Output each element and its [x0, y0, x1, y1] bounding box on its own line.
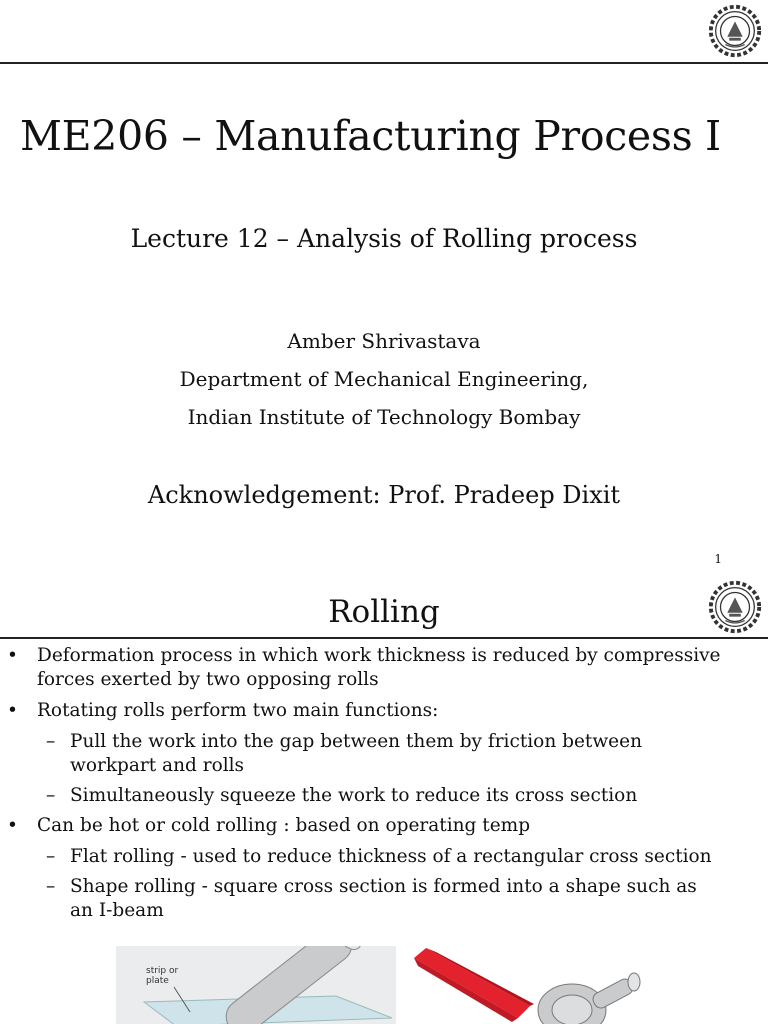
dash-marker: –	[46, 846, 56, 867]
bullet-marker: •	[7, 815, 18, 836]
institute-name: Indian Institute of Technology Bombay	[187, 405, 581, 429]
list-item	[0, 875, 768, 923]
bullet-text: workpart and rolls	[70, 755, 245, 776]
list-item	[0, 784, 768, 808]
bullet-text: forces exerted by two opposing rolls	[37, 669, 379, 690]
header-rule	[0, 637, 768, 639]
list-item	[0, 644, 768, 692]
acknowledgement: Acknowledgement: Prof. Pradeep Dixit	[147, 481, 621, 509]
bullet-text: Simultaneously squeeze the work to reduce its cross section	[70, 785, 638, 806]
bullet-text: Flat rolling - used to reduce thickness of a rectangular cross section	[70, 846, 712, 867]
bullet-text: an I-beam	[70, 900, 164, 921]
figure-label: plate	[146, 976, 169, 986]
bullet-text: Deformation process in which work thickness is reduced by compressive	[37, 645, 721, 666]
department-name: Department of Mechanical Engineering,	[179, 367, 589, 391]
list-item	[0, 814, 768, 838]
shape-rolling-figure	[412, 946, 692, 1024]
list-item	[0, 845, 768, 869]
bullet-text: Can be hot or cold rolling : based on operating temp	[37, 815, 531, 836]
bullet-marker: •	[7, 645, 18, 666]
course-title: ME206 – Manufacturing Process I	[20, 112, 721, 160]
shape-rolling-illustration	[412, 946, 692, 1024]
iit-bombay-logo-icon	[706, 578, 764, 636]
bullet-list	[0, 644, 768, 929]
page-number: 1	[714, 552, 722, 566]
figure-label: strip or	[146, 966, 179, 976]
bullet-text: Rotating rolls perform two main functions:	[37, 700, 439, 721]
iit-bombay-logo-icon	[706, 2, 764, 60]
bullet-text: Shape rolling - square cross section is formed into a shape such as	[70, 876, 697, 897]
dash-marker: –	[46, 785, 56, 806]
list-item	[0, 699, 768, 723]
lecture-title: Lecture 12 – Analysis of Rolling process	[130, 224, 638, 253]
bullet-marker: •	[7, 700, 18, 721]
content-slide	[0, 574, 768, 1024]
dash-marker: –	[46, 731, 56, 752]
list-item	[0, 730, 768, 778]
dash-marker: –	[46, 876, 56, 897]
header-rule	[0, 62, 768, 64]
author-name: Amber Shrivastava	[287, 329, 481, 353]
slide-title: Rolling	[328, 594, 440, 630]
flat-rolling-figure	[116, 946, 396, 1024]
bullet-text: Pull the work into the gap between them by friction between	[70, 731, 642, 752]
